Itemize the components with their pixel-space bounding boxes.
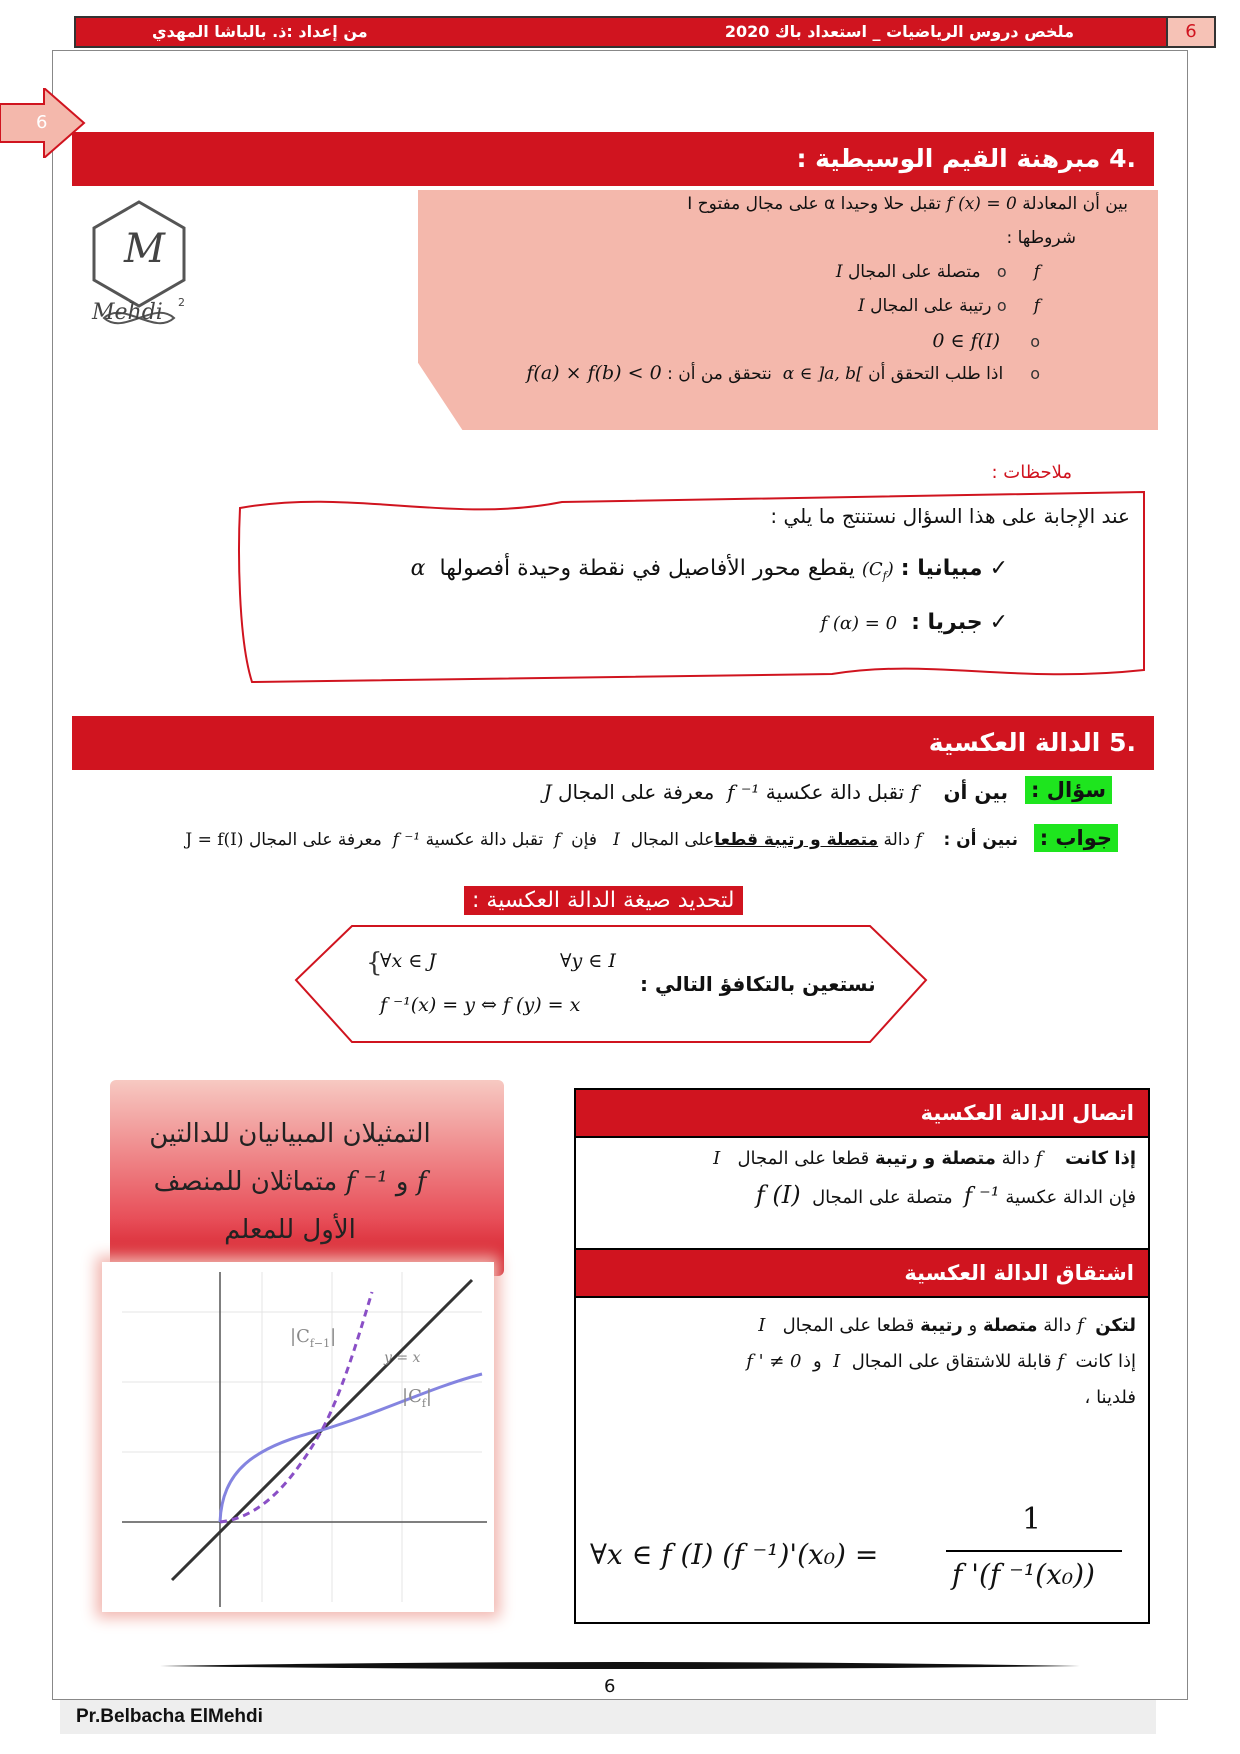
header-bar: [74, 16, 1176, 48]
answer-then: فإن: [571, 830, 597, 850]
formula-numerator: 1: [1022, 1502, 1042, 1537]
answer-underlined: متصلة و رتيبة قطعا: [714, 830, 879, 850]
note-graph-alpha: α: [410, 556, 426, 581]
condition-math: f: [1033, 296, 1040, 316]
derivative-formula: [590, 1502, 1138, 1612]
answer-I: I: [613, 830, 620, 850]
equiv-brace: {: [366, 948, 383, 978]
notes-intro: عند الإجابة على هذا السؤال نستنتج ما يلي :: [770, 504, 1130, 528]
intro-prefix: بين أن المعادلة: [1022, 194, 1128, 214]
footer-author: Pr.Belbacha ElMehdi: [76, 1706, 263, 1727]
logo-emblem-icon: [84, 200, 194, 350]
question-bold: بين أن: [943, 780, 1008, 804]
condition-inequality: f(a) × f(b) < 0: [526, 362, 662, 384]
condition-3: [932, 330, 1040, 352]
continuity-text2: قطعا على المجال: [737, 1148, 870, 1169]
graph-caption: [110, 1110, 470, 1254]
label-yx: y = x: [384, 1350, 421, 1366]
question-line: [544, 780, 1008, 804]
condition-interval: I: [835, 262, 843, 282]
condition-2: [858, 296, 1040, 316]
section4-intro: [687, 194, 1128, 214]
label-cfinv-sub: f−1: [309, 1337, 331, 1350]
equiv-label: نستعين بالتكافؤ التالي :: [640, 972, 876, 996]
fraction-bar: [946, 1550, 1122, 1552]
question-finv: f ⁻¹: [727, 780, 760, 804]
continuity-finv: f ⁻¹: [964, 1184, 1000, 1209]
logo-name: Mehdi: [92, 300, 163, 325]
question-text: تقبل دالة عكسية: [765, 780, 905, 804]
label-cfinv-main: |C: [290, 1326, 310, 1347]
label-cf: [402, 1386, 432, 1410]
caption-finv: f ⁻¹: [345, 1167, 388, 1197]
check-icon: ✓: [989, 556, 1008, 581]
condition-math: 0 ∈ f(I): [932, 330, 1000, 352]
continuity-text1: دالة: [1001, 1148, 1030, 1169]
curve-symbol: (C: [861, 559, 883, 580]
intro-suffix: تقبل حلا وحيدا α على مجال مفتوح I: [687, 194, 941, 214]
condition-text: اذا طلب التحقق أن: [868, 364, 1004, 384]
inverse-graph: [102, 1262, 494, 1612]
derivative-and2: و: [812, 1351, 822, 1372]
note-graph-label: مبيانيا :: [900, 556, 983, 581]
condition-interval: I: [858, 296, 865, 316]
note-algebra: [821, 610, 1009, 635]
derivative-if: إذا كانت: [1075, 1351, 1136, 1372]
derivative-text1: دالة: [1043, 1315, 1072, 1336]
caption-f: f: [416, 1167, 427, 1197]
logo: [84, 200, 194, 350]
derivative-text2: قطعا على المجال: [782, 1315, 915, 1336]
logo-letter: M: [124, 226, 165, 272]
section4-box: [418, 190, 1158, 430]
answer-f2: f: [554, 830, 561, 850]
logo-superscript: 2: [178, 296, 185, 309]
label-cf-close: |: [425, 1386, 432, 1407]
derivative-body: [576, 1298, 1148, 1426]
continuity-bold2: متصلة و رتيبة: [874, 1148, 996, 1169]
label-cfinv: [290, 1326, 336, 1350]
answer-label-box: [1034, 826, 1118, 850]
derivative-line2: [588, 1344, 1136, 1380]
section4-title: .4 مبرهنة القيم الوسيطية :: [72, 132, 1154, 186]
footer-divider: [160, 1658, 1080, 1674]
answer-line: [185, 830, 1018, 850]
continuity-I: I: [713, 1148, 721, 1169]
derivative-bold3: رتيبة: [920, 1315, 963, 1336]
condition-text2: نتحقق من أن :: [667, 364, 772, 384]
question-J: J: [543, 780, 552, 804]
derivative-bold2: متصلة: [982, 1315, 1038, 1336]
label-cf-main: |C: [402, 1386, 422, 1407]
caption-line1: التمثيلان المبيانيان للدالتين: [149, 1119, 431, 1149]
answer-bold: نبين أن :: [943, 830, 1018, 850]
note-algebra-label: جبريا :: [911, 610, 983, 635]
note-graph: [411, 556, 1008, 583]
derivative-f2: f: [1057, 1351, 1065, 1372]
formula-left: ∀x ∈ f (I) (f ⁻¹)'(x₀) =: [590, 1538, 879, 1571]
curve-subscript: f: [882, 569, 887, 583]
condition-text: متصلة على المجال: [847, 262, 981, 282]
continuity-f: f: [1035, 1148, 1043, 1169]
header-page-number: 6: [1166, 16, 1216, 48]
graph-panel: [102, 1262, 494, 1612]
question-label: سؤال :: [1025, 776, 1112, 804]
derivative-cond: f ' ≠ 0: [746, 1351, 802, 1372]
question-label-box: [1019, 776, 1118, 804]
bullet-icon: o: [1030, 332, 1040, 351]
derivative-line1: [588, 1308, 1136, 1344]
condition-math: f: [1033, 262, 1040, 282]
derivative-let: لتكن: [1095, 1315, 1136, 1336]
answer-text2: على المجال: [630, 830, 715, 850]
question-text2: معرفة على المجال: [558, 780, 715, 804]
continuity-text3: متصلة على المجال: [812, 1187, 953, 1208]
footer-page-number: 6: [604, 1676, 616, 1697]
inverse-properties-table: [574, 1088, 1150, 1624]
label-cfinv-close: |: [330, 1326, 337, 1347]
label-cf-sub: f: [421, 1397, 426, 1410]
answer-f: f: [915, 830, 922, 850]
caption-line2: [110, 1158, 470, 1206]
caption-rest: متماثلان للمنصف: [153, 1167, 338, 1197]
derivative-and: و: [968, 1315, 978, 1336]
answer-text3: تقبل دالة عكسية: [425, 830, 544, 850]
notes-label: ملاحظات :: [991, 462, 1072, 483]
caption-and: و: [395, 1167, 409, 1197]
condition-1: [836, 262, 1040, 282]
bullet-icon: o: [996, 296, 1007, 315]
continuity-if: إذا كانت: [1065, 1148, 1136, 1169]
header-author: من إعداد :ذ. بالباشا المهدي: [152, 22, 368, 41]
note-graph-text: يقطع محور الأفاصيل في نقطة وحيدة أفصولها: [439, 556, 855, 581]
curve-cf: [220, 1374, 482, 1522]
answer-text4: معرفة على المجال: [248, 830, 382, 850]
bullet-icon: o: [996, 262, 1007, 281]
continuity-body: [576, 1138, 1148, 1248]
note-algebra-math: f (α) = 0: [820, 613, 898, 634]
note-graph-curve: [861, 559, 894, 583]
continuity-line2: [588, 1181, 1136, 1209]
continuity-line1: [588, 1148, 1136, 1169]
condition-interval: α ∈ ]a, b[: [782, 364, 863, 384]
equiv-line2: f ⁻¹(x) = y ⇔ f (y) = x: [380, 994, 581, 1016]
condition-text: رتيبة على المجال: [870, 296, 992, 316]
question-f: f: [910, 780, 918, 804]
formula-denominator: f '(f ⁻¹(x₀)): [952, 1558, 1095, 1591]
side-tab-number: 6: [36, 112, 48, 133]
curve-close: ): [886, 559, 894, 580]
condition-4: [526, 362, 1040, 384]
derivative-title: اشتقاق الدالة العكسية: [576, 1250, 1148, 1296]
derivative-f: f: [1077, 1315, 1084, 1336]
conditions-label: شروطها :: [1006, 228, 1076, 248]
caption-line3: الأول للمعلم: [224, 1215, 356, 1245]
derivative-I: I: [758, 1315, 766, 1336]
continuity-fI: f (I): [755, 1181, 801, 1209]
continuity-title: اتصال الدالة العكسية: [576, 1090, 1148, 1136]
intro-equation: f (x) = 0: [946, 194, 1017, 214]
equiv-line1-left: ∀x ∈ J: [380, 950, 436, 972]
bullet-icon: o: [1030, 364, 1040, 383]
answer-finv: f ⁻¹: [392, 830, 421, 850]
derivative-text3: قابلة للاشتقاق على المجال: [851, 1351, 1052, 1372]
answer-text1: دالة: [883, 830, 911, 850]
continuity-then: فإن الدالة عكسية: [1005, 1187, 1136, 1208]
check-icon: ✓: [989, 610, 1008, 635]
equiv-line1-right: ∀y ∈ I: [560, 950, 616, 972]
section5-title: .5 الدالة العكسية: [72, 716, 1154, 770]
derivative-hence: فلدينا ،: [1084, 1387, 1136, 1408]
answer-label: جواب :: [1034, 824, 1118, 852]
formula-heading: لتحديد صيغة الدالة العكسية :: [464, 886, 743, 915]
derivative-I2: I: [833, 1351, 841, 1372]
header-title: ملخص دروس الرياضيات _ استعداد باك 2020: [724, 22, 1074, 41]
answer-J: J = f(I): [185, 830, 244, 850]
